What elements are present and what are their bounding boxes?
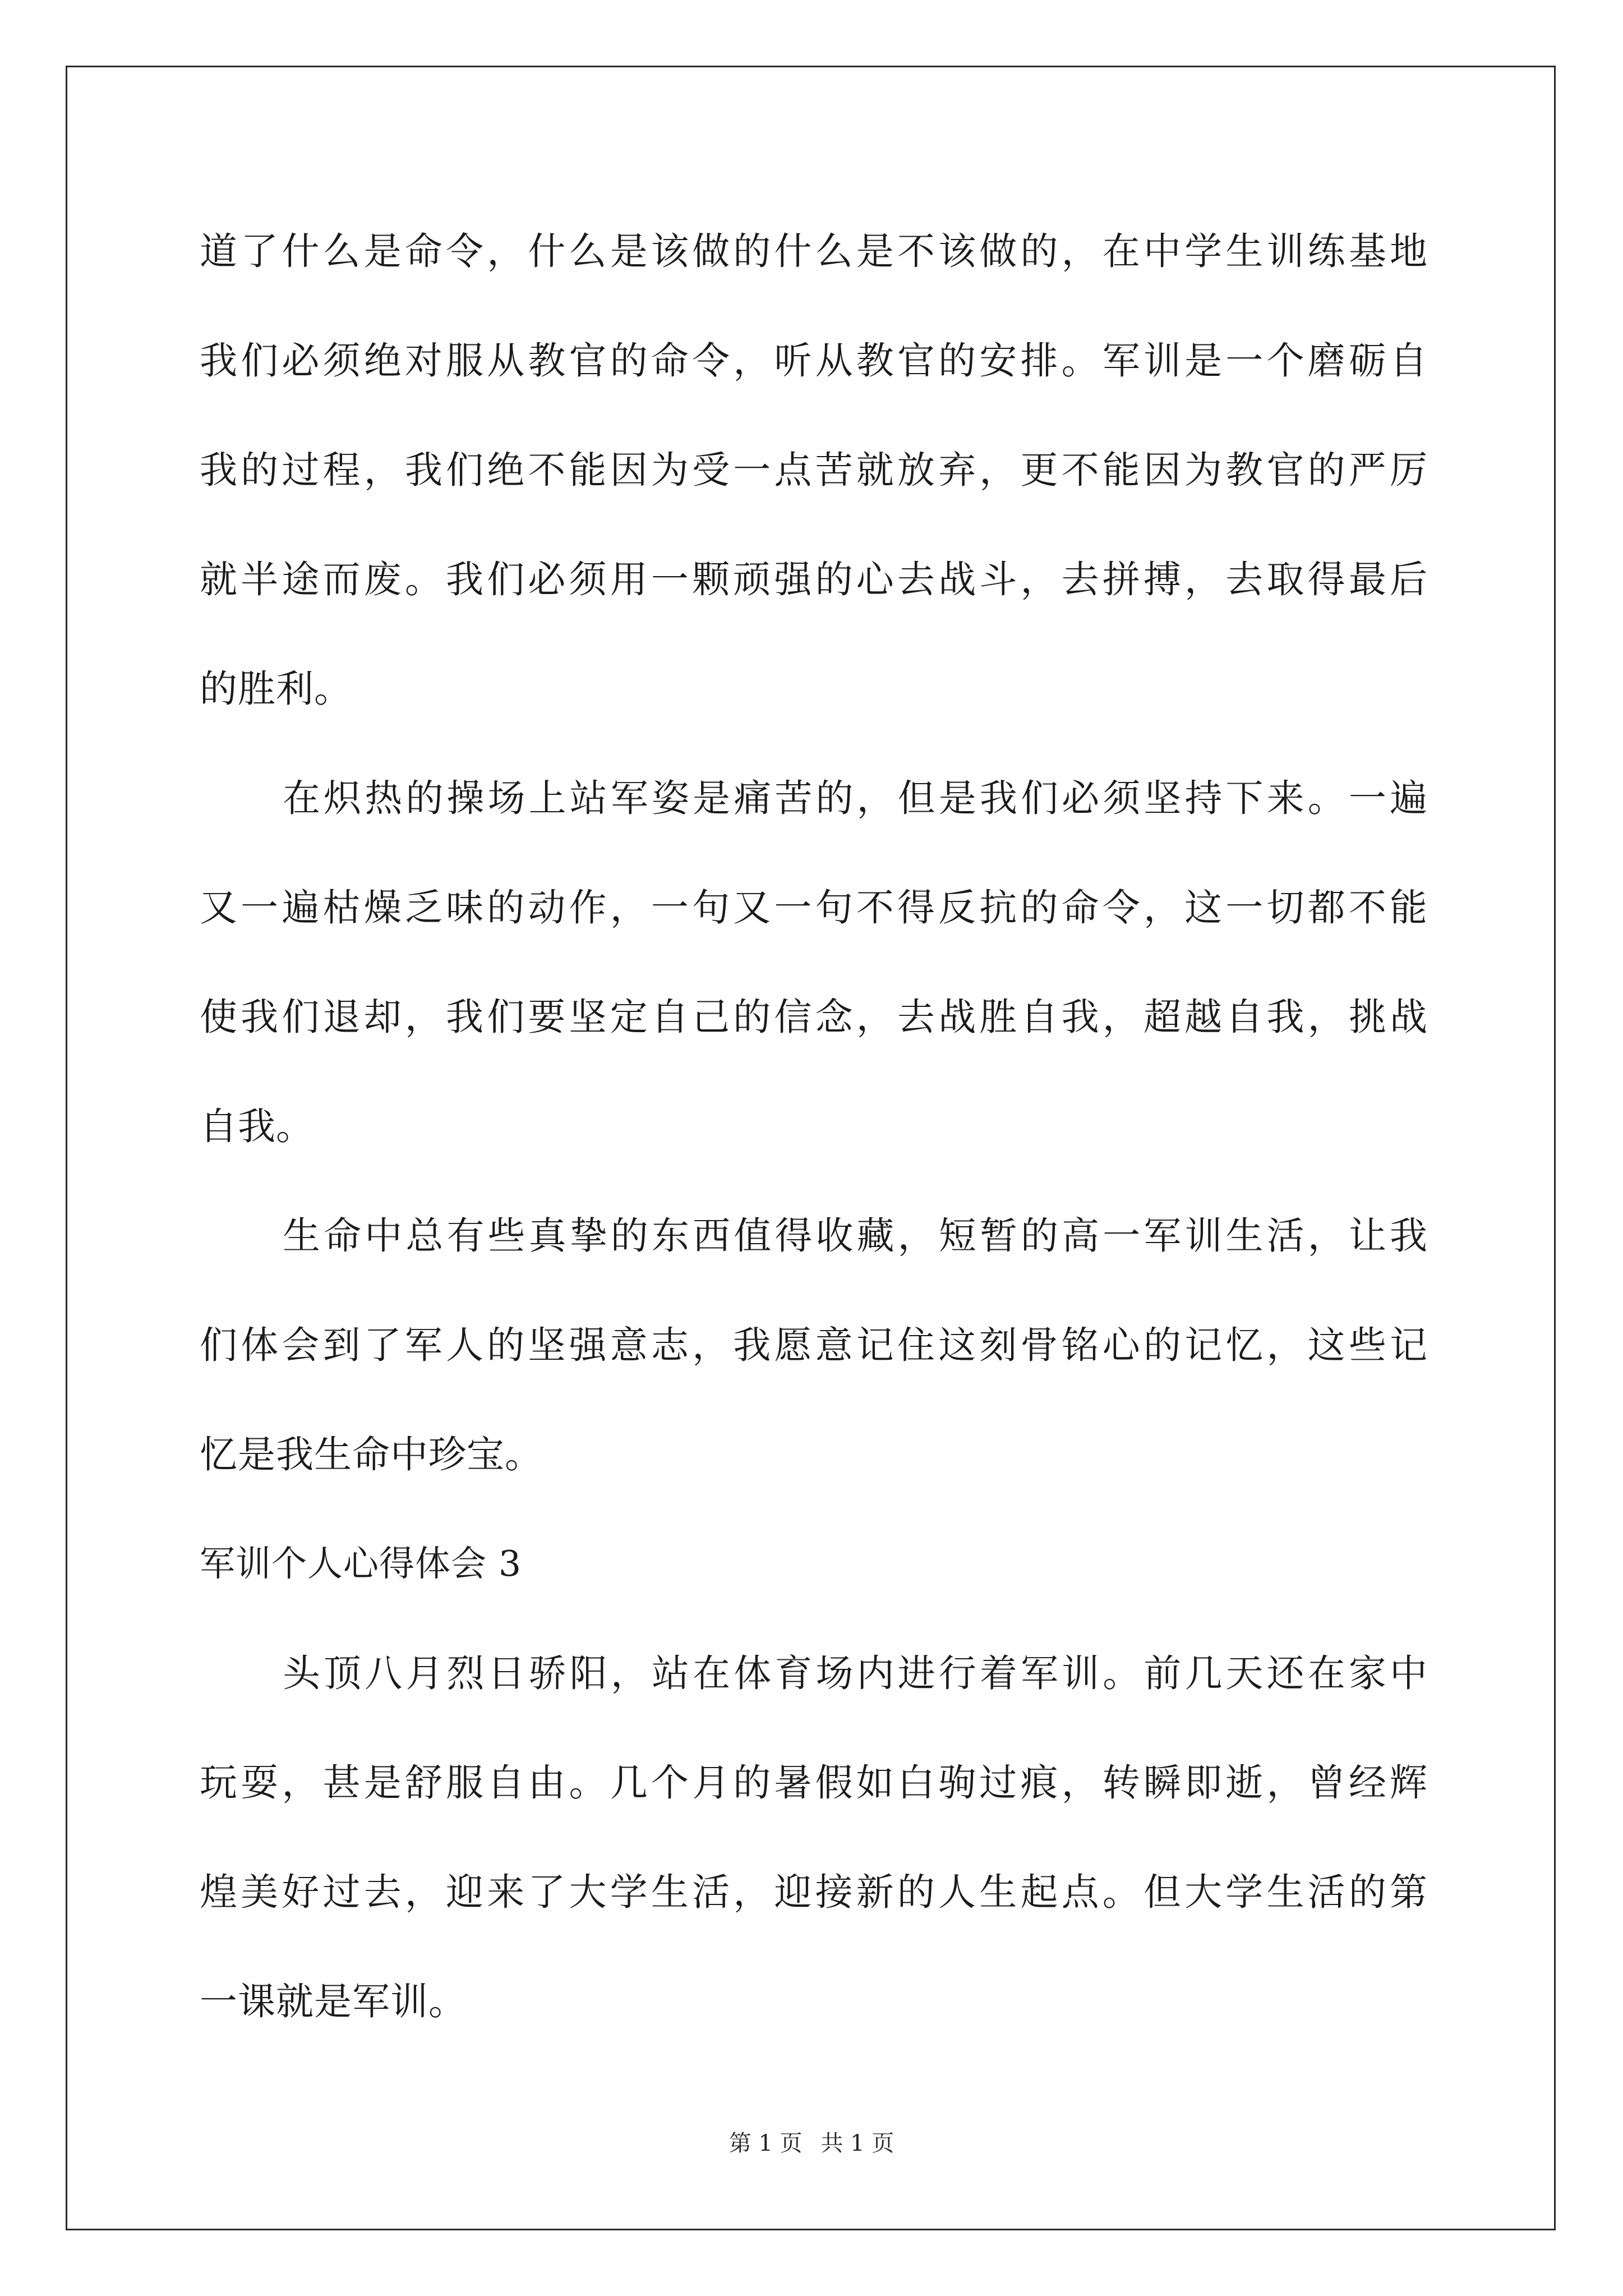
section-heading: 军训个人心得体会 3 bbox=[200, 1543, 522, 1584]
page-number: 第 1 页 bbox=[728, 2131, 803, 2156]
text-line: 煌美好过去，迎来了大学生活，迎接新的人生起点。但大学生活的第 bbox=[200, 1870, 1428, 1914]
text-line: 我的过程，我们绝不能因为受一点苦就放弃，更不能因为教官的严厉 bbox=[200, 448, 1428, 492]
text-line: 又一遍枯燥乏味的动作，一句又一句不得反抗的命令，这一切都不能 bbox=[200, 886, 1428, 930]
page-footer bbox=[0, 2125, 1623, 2157]
text-line: 一课就是军训。 bbox=[200, 1980, 467, 2023]
text-line: 玩耍，甚是舒服自由。几个月的暑假如白驹过痕，转瞬即逝，曾经辉 bbox=[200, 1761, 1428, 1805]
page-total: 共 1 页 bbox=[820, 2131, 895, 2156]
text-line: 就半途而废。我们必须用一颗顽强的心去战斗，去拼搏，去取得最后 bbox=[200, 558, 1428, 601]
paragraph-first-line: 在炽热的操场上站军姿是痛苦的，但是我们必须坚持下来。一遍 bbox=[283, 776, 1428, 820]
text-line: 们体会到了军人的坚强意志，我愿意记住这刻骨铭心的记忆，这些记 bbox=[200, 1323, 1428, 1367]
paragraph-first-line: 生命中总有些真挚的东西值得收藏，短暂的高一军训生活，让我 bbox=[283, 1214, 1428, 1258]
text-line: 忆是我生命中珍宝。 bbox=[200, 1433, 543, 1476]
paragraph-first-line: 头顶八月烈日骄阳，站在体育场内进行着军训。前几天还在家中 bbox=[283, 1651, 1428, 1695]
text-line: 使我们退却，我们要坚定自己的信念，去战胜自我，超越自我，挑战 bbox=[200, 995, 1428, 1039]
text-line: 自我。 bbox=[200, 1105, 314, 1148]
text-line: 我们必须绝对服从教官的命令，听从教官的安排。军训是一个磨砺自 bbox=[200, 339, 1428, 383]
text-line: 的胜利。 bbox=[200, 667, 352, 711]
text-line: 道了什么是命令，什么是该做的什么是不该做的，在中学生训练基地 bbox=[200, 229, 1428, 273]
